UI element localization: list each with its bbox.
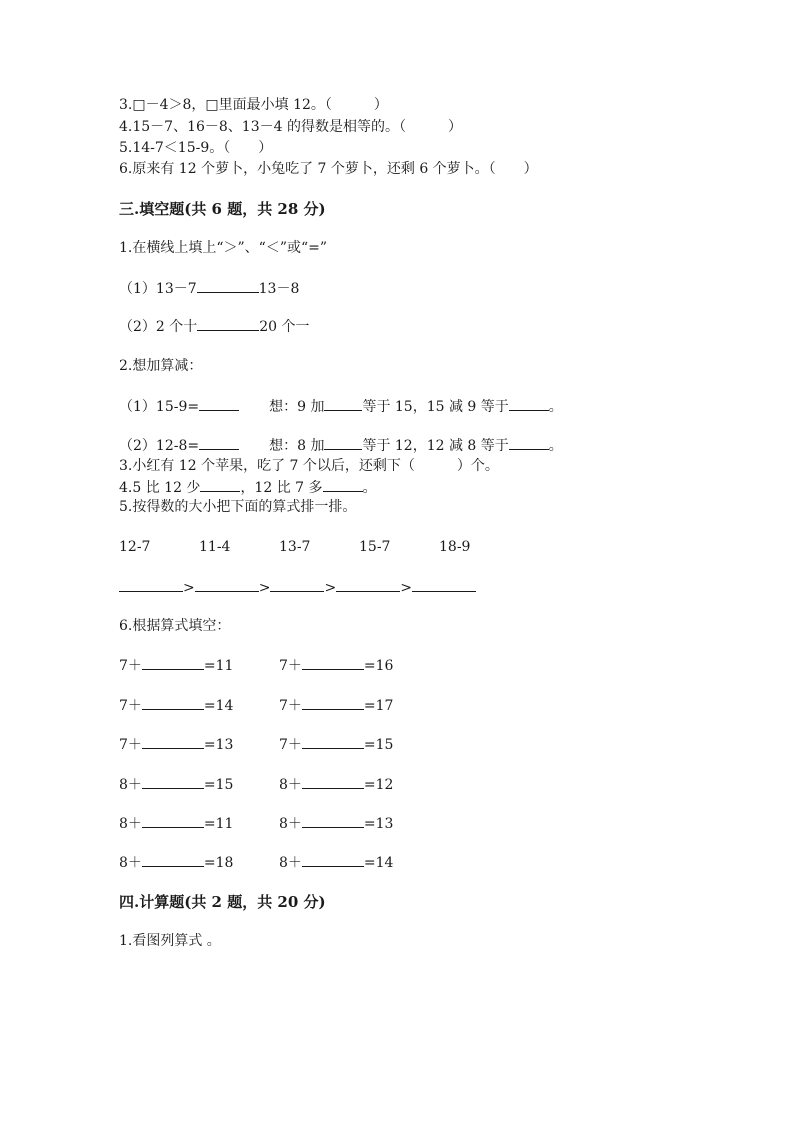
fill-q1-b <box>119 316 310 337</box>
order-row <box>119 577 476 598</box>
answer-blank[interactable] <box>142 734 204 749</box>
fill-q3: 3.小红有 12 个苹果，吃了 7 个以后，还剩下（ ）个。 <box>119 458 499 474</box>
answer-blank[interactable] <box>199 396 239 411</box>
fill-q4-p3: 。 <box>362 480 377 496</box>
section4-title: 四.计算题(共 2 题，共 20 分) <box>119 893 326 911</box>
answer-blank[interactable] <box>142 852 204 867</box>
judge-q4: 4.15－7、16－8、13－4 的得数是相等的。（ ） <box>119 119 462 135</box>
equation-left: 8＋ =18 <box>119 852 233 873</box>
fill-q2-b-p1: （2）12-8= <box>119 438 200 454</box>
expr-item: 18-9 <box>439 539 471 555</box>
fill-q2-prompt: 2.想加算减： <box>119 358 203 374</box>
fill-q4 <box>119 477 377 498</box>
answer-blank[interactable] <box>412 577 476 592</box>
answer-blank[interactable] <box>119 577 183 592</box>
fill-q1-prompt: 1.在横线上填上“＞”、“＜”或“=” <box>119 240 328 256</box>
equation-left: 7＋ =13 <box>119 734 233 755</box>
fill-q2-b <box>119 435 563 456</box>
fill-q1-a <box>119 278 299 299</box>
fill-q1-b-left: （2）2 个十 <box>119 319 198 335</box>
expr-item: 13-7 <box>279 539 311 555</box>
answer-blank[interactable] <box>509 396 549 411</box>
answer-blank[interactable] <box>197 316 259 331</box>
equation-left: 8＋ =15 <box>119 774 233 795</box>
answer-blank[interactable] <box>302 734 364 749</box>
answer-blank[interactable] <box>302 813 364 828</box>
answer-blank[interactable] <box>200 477 240 492</box>
greater-sign: > <box>400 580 412 596</box>
calc-q1: 1.看图列算式 。 <box>119 933 221 949</box>
greater-sign: > <box>258 580 271 596</box>
answer-blank[interactable] <box>302 695 364 710</box>
judge-q6: 6.原来有 12 个萝卜，小兔吃了 7 个萝卜，还剩 6 个萝卜。（ ） <box>119 161 538 177</box>
fill-q2-a-p3: 等于 15，15 减 9 等于 <box>362 399 509 415</box>
answer-blank[interactable] <box>197 278 259 293</box>
equation-left: 8＋ =11 <box>119 813 233 834</box>
expr-item: 11-4 <box>199 539 231 555</box>
fill-q1-a-left: （1）13－7 <box>119 281 197 297</box>
answer-blank[interactable] <box>199 435 239 450</box>
fill-q2-a-p1: （1）15-9= <box>119 399 200 415</box>
fill-q5-prompt: 5.按得数的大小把下面的算式排一排。 <box>119 499 357 515</box>
answer-blank[interactable] <box>142 774 204 789</box>
fill-q2-b-p4: 。 <box>548 438 563 454</box>
answer-blank[interactable] <box>336 577 400 592</box>
fill-q2-a <box>119 396 563 417</box>
answer-blank[interactable] <box>142 813 204 828</box>
fill-q2-a-p2: 想：9 加 <box>269 399 325 415</box>
fill-q2-b-p2: 想：8 加 <box>269 438 325 454</box>
fill-q4-p1: 4.5 比 12 少 <box>119 480 201 496</box>
answer-blank[interactable] <box>142 695 204 710</box>
equation-left: 7＋ =11 <box>119 655 233 676</box>
answer-blank[interactable] <box>302 655 364 670</box>
answer-blank[interactable] <box>509 435 549 450</box>
fill-q1-a-right: 13－8 <box>258 281 300 297</box>
answer-blank[interactable] <box>302 774 364 789</box>
fill-q2-b-p3: 等于 12，12 减 8 等于 <box>362 438 509 454</box>
expr-item: 15-7 <box>359 539 391 555</box>
fill-q6-prompt: 6.根据算式填空： <box>119 618 231 634</box>
answer-blank[interactable] <box>302 852 364 867</box>
answer-blank[interactable] <box>323 477 363 492</box>
equation-right: 8＋ =13 <box>279 813 393 834</box>
judge-q3: 3.□－4＞8，□里面最小填 12。（ ） <box>119 97 388 113</box>
fill-q1-b-right: 20 个一 <box>259 319 310 335</box>
equation-right: 7＋ =17 <box>279 695 393 716</box>
answer-blank[interactable] <box>324 396 362 411</box>
fill-q2-a-p4: 。 <box>548 399 563 415</box>
answer-blank[interactable] <box>270 577 324 592</box>
section3-title: 三.填空题(共 6 题，共 28 分) <box>119 200 326 218</box>
greater-sign: > <box>183 580 195 596</box>
expr-item: 12-7 <box>119 539 151 555</box>
equation-right: 8＋ =12 <box>279 774 393 795</box>
answer-blank[interactable] <box>195 577 259 592</box>
equation-left: 7＋ =14 <box>119 695 233 716</box>
judge-q5: 5.14-7＜15-9。（ ） <box>119 140 273 156</box>
fill-q4-p2: ，12 比 7 多 <box>240 480 323 496</box>
equation-right: 7＋ =15 <box>279 734 393 755</box>
equation-right: 7＋ =16 <box>279 655 393 676</box>
answer-blank[interactable] <box>142 655 204 670</box>
answer-blank[interactable] <box>324 435 362 450</box>
equation-right: 8＋ =14 <box>279 852 393 873</box>
greater-sign: > <box>324 580 337 596</box>
